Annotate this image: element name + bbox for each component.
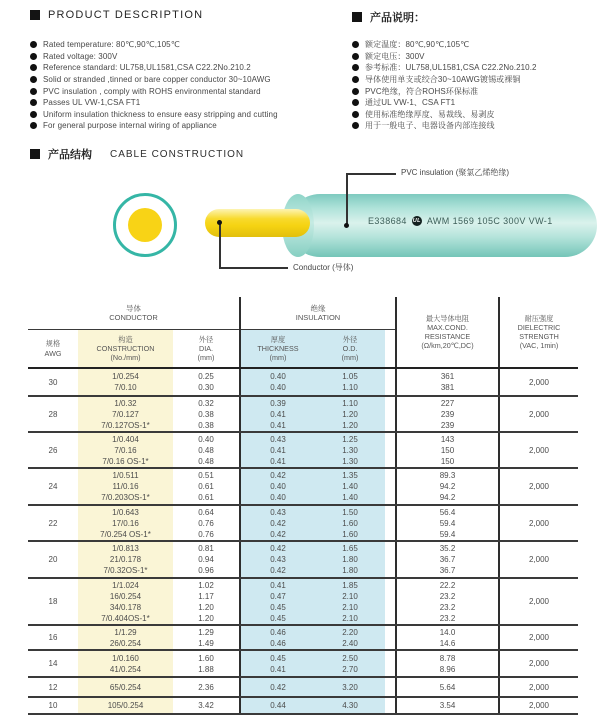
row-gap: [385, 542, 395, 577]
cell-dielectric: 2,000: [528, 482, 550, 491]
bullet-item: [352, 109, 603, 121]
col-header-dia: 外径 DIA. (mm): [197, 334, 215, 363]
marking-text: AWM 1569 105C 300V VW-1: [426, 216, 553, 226]
cell-construction: 1/1.024 16/0.254 34/0.178 7/0.404OS-1*: [78, 579, 173, 624]
cell-resistance: 227 239 239: [440, 398, 455, 430]
cell-dia: 0.51 0.61 0.61: [198, 471, 214, 502]
section-square-icon: [352, 12, 362, 22]
cell-awg: 22: [48, 518, 58, 528]
cable-construction-title-cn: 产品结构: [48, 149, 92, 161]
bullet-item: [30, 39, 352, 51]
bullet-dot-icon: [352, 111, 359, 118]
table-row-awg-16: [28, 626, 578, 651]
cell-construction: 1/0.404 7/0.16 7/0.16 OS-1*: [78, 433, 173, 467]
cell-dielectric: 2,000: [528, 701, 550, 710]
bullet-item: [30, 120, 352, 132]
cell-resistance: 14.0 14.6: [439, 627, 456, 648]
cell-thickness: 0.44: [241, 698, 315, 713]
cell-od: 3.20: [315, 678, 385, 696]
cell-od: 4.30: [315, 698, 385, 713]
cell-dielectric: 2,000: [528, 633, 550, 642]
cell-resistance: 3.54: [439, 701, 456, 710]
product-description-cn-list: [352, 39, 603, 132]
cell-dia: 1.02 1.17 1.20 1.20: [198, 580, 214, 623]
bullet-item: [352, 97, 603, 109]
table-row-awg-12: [28, 678, 578, 698]
conductor-core-circle: [128, 208, 162, 242]
conductor-leader-dot: [217, 220, 222, 225]
row-gap: [385, 397, 395, 431]
cable-diagram: [0, 165, 603, 297]
header-gap: [385, 330, 395, 367]
product-description-cn-title: [352, 9, 425, 25]
pvc-leader-dot: [344, 223, 349, 228]
cell-resistance: 22.2 23.2 23.2 23.2: [439, 580, 456, 623]
bullet-text: 额定电压：300V: [365, 51, 425, 61]
bullet-text: For general purpose internal wiring of appliance: [43, 121, 217, 131]
cell-thickness: 0.45 0.41: [241, 651, 315, 676]
table-row-awg-20: [28, 542, 578, 579]
cell-awg: 10: [48, 701, 58, 710]
cell-awg: 14: [48, 659, 58, 668]
cell-thickness: 0.43 0.41 0.41: [241, 433, 315, 467]
bullet-dot-icon: [30, 64, 37, 71]
bullet-dot-icon: [352, 88, 359, 95]
cell-dia: 0.40 0.48 0.48: [198, 434, 214, 466]
bullet-dot-icon: [30, 111, 37, 118]
bullet-item: [352, 120, 603, 132]
bullet-dot-icon: [30, 99, 37, 106]
conductor-leader-line: [219, 267, 288, 269]
cell-thickness: 0.46 0.46: [241, 626, 315, 649]
insulation-group-header: 绝缘 INSULATION: [241, 297, 395, 330]
cell-awg: 12: [48, 682, 58, 692]
col-header-dielectric: 耐压强度 DIELECTRIC STRENGTH (VAC, 1min): [517, 313, 561, 351]
cell-od: 2.20 2.40: [315, 626, 385, 649]
bullet-text: 导体使用单支或绞合30~10AWG镀锡或裸铜: [365, 75, 521, 85]
bullet-dot-icon: [352, 64, 359, 71]
table-row-awg-18: [28, 579, 578, 626]
bullet-dot-icon: [30, 122, 37, 129]
bullet-text: Solid or stranded ,tinned or bare copper conductor 30~10AWG: [43, 75, 271, 85]
bullet-text: 通过UL VW-1、CSA FT1: [365, 98, 456, 108]
row-gap: [385, 678, 395, 696]
section-square-icon: [30, 10, 40, 20]
cell-construction: 105/0.254: [78, 698, 173, 713]
cell-construction: 1/0.511 11/0.16 7/0.203OS-1*: [78, 469, 173, 504]
bullet-item: [352, 51, 603, 63]
table-row-awg-14: [28, 651, 578, 678]
cell-thickness: 0.41 0.47 0.45 0.45: [241, 579, 315, 624]
bullet-text: Rated voltage: 300V: [43, 51, 118, 61]
cell-resistance: 89.3 94.2 94.2: [439, 471, 456, 502]
bullet-item: [352, 39, 603, 51]
bullet-text: 用于一般电子、电器设备内部连接线: [365, 121, 495, 131]
cell-dielectric: 2,000: [528, 409, 550, 419]
cell-resistance: 35.2 36.7 36.7: [439, 544, 456, 575]
cable-construction-title: [30, 146, 244, 162]
table-row-awg-30: [28, 369, 578, 397]
bullet-item: [30, 97, 352, 109]
table-row-awg-26: [28, 433, 578, 469]
cell-construction: 1/0.813 21/0.178 7/0.32OS-1*: [78, 542, 173, 577]
cell-awg: 26: [48, 445, 58, 455]
cell-thickness: 0.42 0.43 0.42: [241, 542, 315, 577]
bullet-dot-icon: [30, 76, 37, 83]
cell-dia: 1.29 1.49: [198, 627, 214, 648]
bullet-item: [352, 85, 603, 97]
cell-thickness: 0.43 0.42 0.42: [241, 506, 315, 540]
row-gap: [385, 698, 395, 713]
cell-od: 1.65 1.80 1.80: [315, 542, 385, 577]
cell-resistance: 143 150 150: [440, 434, 455, 466]
cell-dielectric: 2,000: [528, 597, 550, 606]
cell-od: 1.10 1.20 1.20: [315, 397, 385, 431]
conductor-leader-line: [219, 223, 221, 268]
cell-dia: 0.25 0.30: [198, 372, 214, 392]
cell-awg: 24: [48, 482, 58, 491]
cell-construction: 1/0.160 41/0.254: [78, 651, 173, 676]
cell-dia: 3.42: [198, 701, 214, 710]
bullet-text: Rated temperature: 80℃,90℃,105℃: [43, 40, 180, 50]
pvc-insulation-label: PVC insulation (聚氯乙烯绝缘): [401, 168, 510, 177]
cell-awg: 16: [48, 633, 58, 642]
bullet-item: [30, 51, 352, 63]
product-description-title-text: PRODUCT DESCRIPTION: [48, 9, 204, 21]
cell-dielectric: 2,000: [528, 518, 550, 528]
bullet-text: 参考标准：UL758,UL1581,CSA C22.2No.210.2: [365, 63, 537, 73]
cell-awg: 18: [48, 597, 58, 606]
cell-thickness: 0.42: [241, 678, 315, 696]
marking-e-number: E338684: [368, 216, 407, 226]
row-gap: [385, 469, 395, 504]
cell-resistance: 8.78 8.96: [439, 653, 456, 674]
product-description-list: [30, 39, 352, 132]
table-row-awg-22: [28, 506, 578, 542]
bullet-text: Uniform insulation thickness to ensure easy stripping and cutting: [43, 109, 278, 119]
bullet-dot-icon: [30, 88, 37, 95]
row-gap: [385, 433, 395, 467]
cell-dia: 0.32 0.38 0.38: [198, 398, 214, 430]
bullet-text: PVC绝缘，符合ROHS环保标准: [365, 86, 479, 96]
cell-od: 1.50 1.60 1.60: [315, 506, 385, 540]
ul-logo-icon: UL: [412, 218, 421, 224]
conductor-label: Conductor (导体): [293, 263, 354, 272]
table-row-awg-24: [28, 469, 578, 506]
bullet-dot-icon: [352, 41, 359, 48]
cell-dielectric: 2,000: [528, 682, 550, 692]
bullet-item: [352, 74, 603, 86]
col-header-awg: 规格 AWG: [44, 339, 62, 358]
cell-od: 1.25 1.30 1.30: [315, 433, 385, 467]
product-description-cn-title-text: 产品说明：: [370, 12, 425, 24]
bullet-item: [30, 62, 352, 74]
row-gap: [385, 506, 395, 540]
table-row-awg-28: [28, 397, 578, 433]
col-header-construction: 构造 CONSTRUCTION (No./mm): [78, 330, 173, 367]
row-gap: [385, 369, 395, 395]
cell-dia: 0.64 0.76 0.76: [198, 507, 214, 539]
spec-table: [28, 297, 578, 715]
section-square-icon: [30, 149, 40, 159]
cell-construction: 65/0.254: [78, 678, 173, 696]
bullet-dot-icon: [352, 122, 359, 129]
table-row-awg-10: [28, 698, 578, 715]
bullet-dot-icon: [352, 99, 359, 106]
cell-resistance: 56.4 59.4 59.4: [439, 507, 456, 539]
cell-awg: 28: [48, 409, 58, 419]
product-description-title: [30, 9, 203, 21]
cell-construction: 1/0.32 7/0.127 7/0.127OS-1*: [78, 397, 173, 431]
bullet-text: 额定温度：80℃,90℃,105℃: [365, 40, 470, 50]
cell-dielectric: 2,000: [528, 377, 550, 387]
cell-thickness: 0.39 0.41 0.41: [241, 397, 315, 431]
col-header-resistance: 最大导体电阻 MAX.COND. RESISTANCE (Ω/km,20℃,DC): [421, 313, 474, 351]
pvc-leader-line: [346, 173, 348, 225]
pvc-leader-line: [346, 173, 396, 175]
bullet-item: [30, 109, 352, 121]
cell-dielectric: 2,000: [528, 659, 550, 668]
cell-od: 1.35 1.40 1.40: [315, 469, 385, 504]
cell-od: 2.50 2.70: [315, 651, 385, 676]
cell-construction: 1/1.29 26/0.254: [78, 626, 173, 649]
cell-dia: 2.36: [198, 682, 214, 692]
cable-cross-section: [113, 193, 177, 257]
cell-dielectric: 2,000: [528, 445, 550, 455]
cell-awg: 30: [48, 377, 58, 387]
row-gap: [385, 651, 395, 676]
cell-resistance: 361 381: [440, 372, 455, 392]
conductor-group-header: 导体 CONDUCTOR: [28, 297, 239, 330]
cell-awg: 20: [48, 555, 58, 564]
spec-table-header: [28, 297, 578, 369]
bullet-dot-icon: [30, 41, 37, 48]
cell-thickness: 0.42 0.40 0.40: [241, 469, 315, 504]
bullet-text: 使用标准绝缘厚度、易裁线、易剥皮: [365, 109, 495, 119]
cable-marking: [368, 216, 553, 226]
bullet-text: Passes UL VW-1,CSA FT1: [43, 98, 141, 108]
cell-od: 1.05 1.10: [315, 369, 385, 395]
cell-construction: 1/0.254 7/0.10: [78, 369, 173, 395]
bullet-dot-icon: [352, 76, 359, 83]
bullet-item: [352, 62, 603, 74]
cable-construction-title-en: CABLE CONSTRUCTION: [110, 148, 245, 160]
bullet-item: [30, 85, 352, 97]
cell-dia: 0.81 0.94 0.96: [198, 544, 214, 575]
cell-construction: 1/0.643 17/0.16 7/0.254 OS-1*: [78, 506, 173, 540]
bullet-text: PVC insulation , comply with ROHS environmental standard: [43, 86, 261, 96]
cell-dielectric: 2,000: [528, 555, 550, 564]
bullet-dot-icon: [30, 53, 37, 60]
bullet-text: Reference standard: UL758,UL1581,CSA C22.2No.210.2: [43, 63, 251, 73]
col-header-od: 外径 O.D. (mm): [315, 330, 385, 367]
col-header-thickness: 厚度 THICKNESS (mm): [241, 330, 315, 367]
cell-resistance: 5.64: [439, 682, 456, 692]
bullet-dot-icon: [352, 53, 359, 60]
spec-table-body: [28, 369, 578, 715]
bullet-item: [30, 74, 352, 86]
cell-thickness: 0.40 0.40: [241, 369, 315, 395]
cell-od: 1.85 2.10 2.10 2.10: [315, 579, 385, 624]
row-gap: [385, 626, 395, 649]
cell-dia: 1.60 1.88: [198, 653, 214, 674]
row-gap: [385, 579, 395, 624]
